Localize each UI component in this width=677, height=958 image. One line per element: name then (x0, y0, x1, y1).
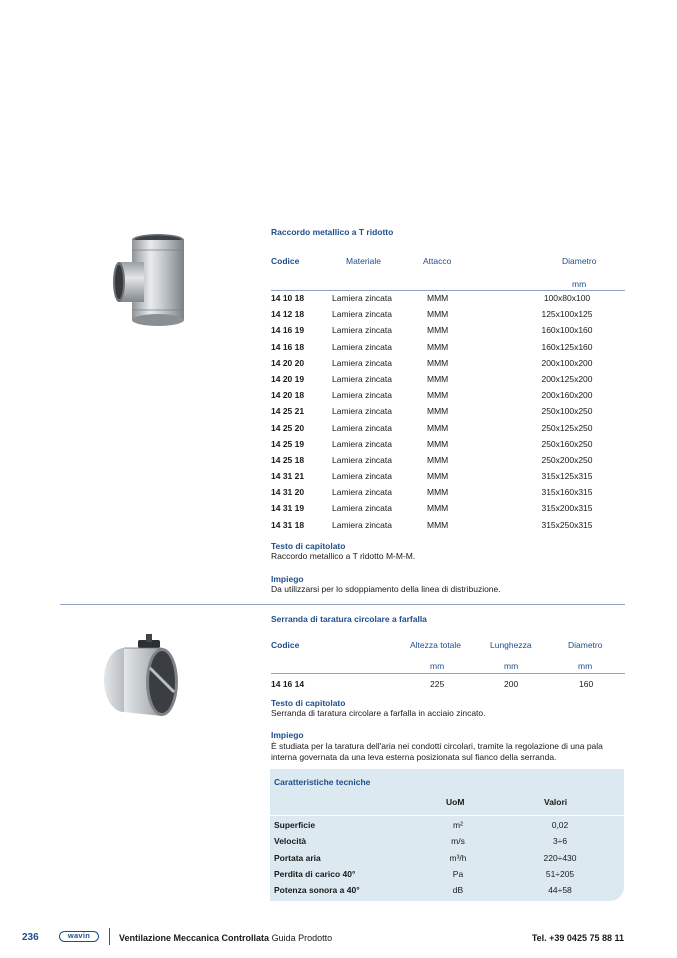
altezza-unit: mm (430, 661, 445, 671)
tech-row: Portata aria m³/h 220÷430 (274, 853, 577, 863)
page-number: 236 (22, 932, 39, 943)
s2-lunghezza-value: 200 (504, 679, 519, 689)
tech-row: Superficie m² 0,02 (274, 820, 569, 830)
t-fitting-image (110, 232, 190, 327)
col-materiale-header: Materiale (346, 256, 381, 266)
table-row: 14 10 18 Lamiera zincata MMM 100x80x100 (271, 293, 591, 303)
uom-header: UoM (446, 797, 465, 807)
tech-specs-box (270, 769, 624, 901)
section-divider (60, 604, 625, 605)
table-row: 14 12 18 Lamiera zincata MMM 125x100x125 (271, 309, 593, 320)
s2-col-altezza-header: Altezza totale (410, 640, 462, 650)
table-row: 14 31 20 Lamiera zincata MMM 315x160x315 (271, 487, 593, 498)
s2-codice-value: 14 16 14 (271, 679, 305, 689)
table-row: 14 25 20 Lamiera zincata MMM 250x125x250 (271, 422, 593, 433)
section2-impiego-text: È studiata per la taratura dell'aria nei condotti circolari, tramite la regolazione di una pala interna governata da una leva esterna posizionata sul fianco della serranda. (271, 741, 603, 762)
table-row: 14 16 19 Lamiera zincata MMM 160x100x160 (271, 325, 593, 336)
table-row: 14 31 18 Lamiera zincata MMM 315x250x315 (271, 519, 593, 530)
footer-telephone: Tel. +39 0425 75 88 11 (531, 933, 624, 943)
table-row: 14 25 19 Lamiera zincata MMM 250x160x250 (271, 438, 593, 449)
section1-impiego-label: Impiego (271, 574, 304, 584)
s2-header-rule (271, 673, 625, 674)
footer-subtitle: Guida Prodotto (271, 933, 333, 943)
section2-capitolato-text: Serranda di taratura circolare a farfalla in acciaio zincato. (271, 708, 486, 718)
footer-title (119, 933, 332, 943)
s2-col-diametro-header: Diametro (568, 640, 603, 650)
table-row: 14 20 20 Lamiera zincata MMM 200x100x200 (271, 357, 593, 368)
col-codice-header: Codice (271, 256, 300, 266)
s2-col-lunghezza-header: Lunghezza (490, 640, 532, 650)
section2-impiego-label: Impiego (271, 730, 304, 740)
col-attacco-header: Attacco (423, 256, 452, 266)
s2-diametro-value: 160 (579, 679, 594, 689)
diametro2-unit: mm (578, 661, 593, 671)
col-diametro-header: Diametro (562, 256, 597, 266)
table-row: 14 20 18 Lamiera zincata MMM 200x160x200 (271, 390, 593, 401)
section1-title: Raccordo metallico a T ridotto (271, 227, 394, 237)
s2-altezza-value: 225 (430, 679, 445, 689)
table-row: 14 31 21 Lamiera zincata MMM 315x125x315 (271, 471, 593, 482)
section1-table (271, 292, 625, 535)
section1-impiego-text: Da utilizzarsi per lo sdoppiamento della linea di distribuzione. (271, 584, 501, 594)
footer-separator (109, 928, 110, 945)
tech-rule (270, 815, 624, 816)
tech-row: Velocità m/s 3÷6 (274, 836, 568, 846)
header-rule (271, 290, 625, 291)
tech-row: Potenza sonora a 40° dB 44÷58 (274, 885, 572, 895)
damper-image (100, 628, 182, 723)
section2-capitolato-label: Testo di capitolato (271, 698, 346, 708)
table-row: 14 31 19 Lamiera zincata MMM 315x200x315 (271, 503, 593, 514)
wavin-logo: wavin (59, 931, 99, 942)
tech-specs-title: Caratteristiche tecniche (274, 777, 371, 787)
lunghezza-unit: mm (504, 661, 519, 671)
tech-row: Perdita di carico 40° Pa 51÷205 (274, 869, 575, 879)
s2-col-codice-header: Codice (271, 640, 300, 650)
section1-capitolato-label: Testo di capitolato (271, 541, 346, 551)
table-row: 14 16 18 Lamiera zincata MMM 160x125x160 (271, 341, 593, 352)
table-row: 14 20 19 Lamiera zincata MMM 200x125x200 (271, 373, 593, 384)
footer-title-text: Ventilazione Meccanica Controllata (119, 933, 270, 943)
table-row: 14 25 18 Lamiera zincata MMM 250x200x250 (271, 454, 593, 465)
valori-header: Valori (544, 797, 568, 807)
section2-title: Serranda di taratura circolare a farfalla (271, 614, 427, 624)
section1-capitolato-text: Raccordo metallico a T ridotto M-M-M. (271, 551, 416, 561)
table-row: 14 25 21 Lamiera zincata MMM 250x100x250 (271, 406, 593, 417)
diametro-unit: mm (572, 279, 587, 289)
